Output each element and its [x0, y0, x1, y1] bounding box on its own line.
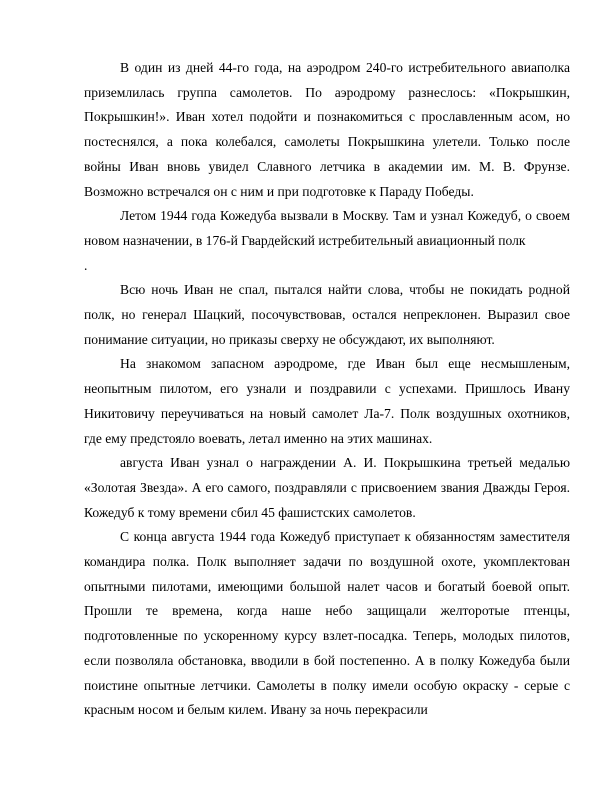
paragraph-august-award: августа Иван узнал о награждении А. И. Покрышкина третьей медалью «Золотая Звезда». А его самого, поздравляли с присвоением звания Дважды Героя. Кожедуб к тому времени сбил 45 фашистских самолетов.: [84, 455, 570, 520]
paragraph-sleepless-night: Всю ночь Иван не спал, пытался найти слова, чтобы не покидать родной полк, но генерал Шацкий, посочувствовав, остался непреклонен. Выразил свое понимание ситуации, но приказы сверху не обсуждают, их выполняют.: [84, 282, 570, 347]
paragraph-stray-period: .: [84, 257, 88, 273]
document-body: [84, 56, 570, 723]
paragraph-deputy-commander: С конца августа 1944 года Кожедуб приступает к обязанностям заместителя командира полка. Полк выполняет задачи по воздушной охоте, укомплектован опытными пилотами, имеющими большой налет часов и богатый боевой опыт. Прошли те времена, когда наше небо защищали желторотые птенцы, подготовленные по ускоренному курсу взлет-посадка. Теперь, молодых пилотов, если позволяла обстановка, вводили в бой постепенно. А в полку Кожедуба были поистине опытные летчики. Самолеты в полку имели особую окраску - серые с красным носом и белым килем. Ивану за ночь перекрасили: [84, 529, 570, 718]
paragraph-reserve-airfield: На знакомом запасном аэродроме, где Иван был еще несмышленым, неопытным пилотом, его узнали и поздравили с успехами. Пришлось Ивану Никитовичу переучиваться на новый самолет Ла-7. Полк воздушных охотников, где ему предстояло воевать, летал именно на этих машинах.: [84, 356, 570, 446]
paragraph-pokryshkin-visit: В один из дней 44-го года, на аэродром 240-го истребительного авиаполка приземлилась группа самолетов. По аэродрому разнеслось: «Покрышкин, Покрышкин!». Иван хотел подойти и познакомиться с прославленным асом, но постеснялся, а пока колебался, самолеты Покрышкина улетели. Только после войны Иван вновь увидел Славного летчика в академии им. М. В. Фрунзе. Возможно встречался он с ним и при подготовке к Параду Победы.: [84, 60, 570, 199]
paragraph-moscow-summons: Летом 1944 года Кожедуба вызвали в Москву. Там и узнал Кожедуб, о своем новом назначении, в 176-й Гвардейский истребительный авиационный полк: [84, 208, 570, 248]
